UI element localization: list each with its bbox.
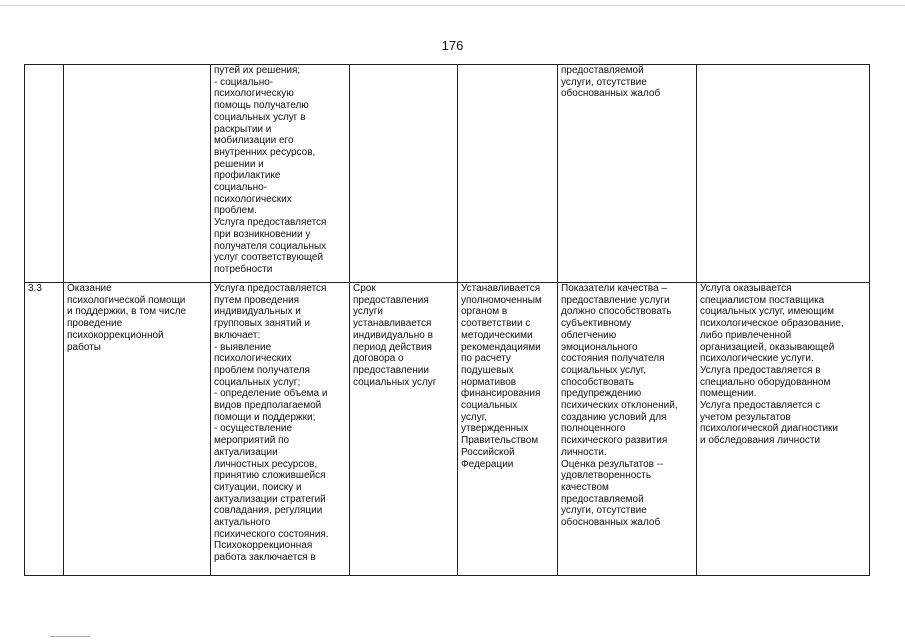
service-term-cell: Срок предоставления услуги устанавливается индивидуально в период действия договора о предоставлении социальных услуг	[350, 283, 458, 576]
service-name-cell	[64, 65, 211, 283]
table-row	[25, 65, 870, 283]
service-description-cell: Услуга предоставляется путем проведения индивидуальных и групповых занятий и включает: - выявление психологических проблем получателя социальных услуг; - определение объема и видов предполагаемой помощи и поддержки; - осуществление мероприятий по актуализации личностных ресурсов, принятию сложившейся ситуации, поиску и актуализации стратегий совладания, регуляции актуального психического состояния. Психокоррекционная работа заключается в	[211, 283, 350, 576]
row-number-cell	[25, 65, 64, 283]
row-number-cell: 3.3	[25, 283, 64, 576]
service-conditions-cell	[697, 65, 870, 283]
services-table	[24, 64, 870, 576]
service-price-cell: Устанавливается уполномоченным органом в соответствии с методическими рекомендациями по расчету подушевых нормативов финансирования социальных услуг, утвержденных Правительством Российской Федерации	[458, 283, 558, 576]
top-rule	[0, 5, 905, 6]
bottom-rule	[50, 636, 90, 637]
page-number: 176	[441, 38, 464, 53]
table-row	[25, 283, 870, 576]
service-description-cell: путей их решения; - социально- психологическую помощь получателю социальных услуг в раскрытии и мобилизации его внутренних ресурсов, решении и профилактике социально- психологических проблем. Услуга предоставляется при возникновении у получателя социальных услуг соответствующей потребности	[211, 65, 350, 283]
service-name-cell: Оказание психологической помощи и поддержки, в том числе проведение психокоррекционной работы	[64, 283, 211, 576]
service-price-cell	[458, 65, 558, 283]
quality-indicators-cell: предоставляемой услуги, отсутствие обоснованных жалоб	[558, 65, 697, 283]
service-conditions-cell: Услуга оказывается специалистом поставщика социальных услуг, имеющим психологическое образование, либо привлеченной организацией, оказывающей психологические услуги. Услуга предоставляется в специально оборудованном помещении. Услуга предоставляется с учетом результатов психологической диагностики и обследования личности	[697, 283, 870, 576]
service-term-cell	[350, 65, 458, 283]
quality-indicators-cell: Показатели качества – предоставление услуги должно способствовать субъективному облегчению эмоционального состояния получателя социальных услуг, способствовать предупреждению психических отклонений, созданию условий для полноценного психического развития личности. Оценка результатов -- удовлетворенность качеством предоставляемой услуги, отсутствие обоснованных жалоб	[558, 283, 697, 576]
